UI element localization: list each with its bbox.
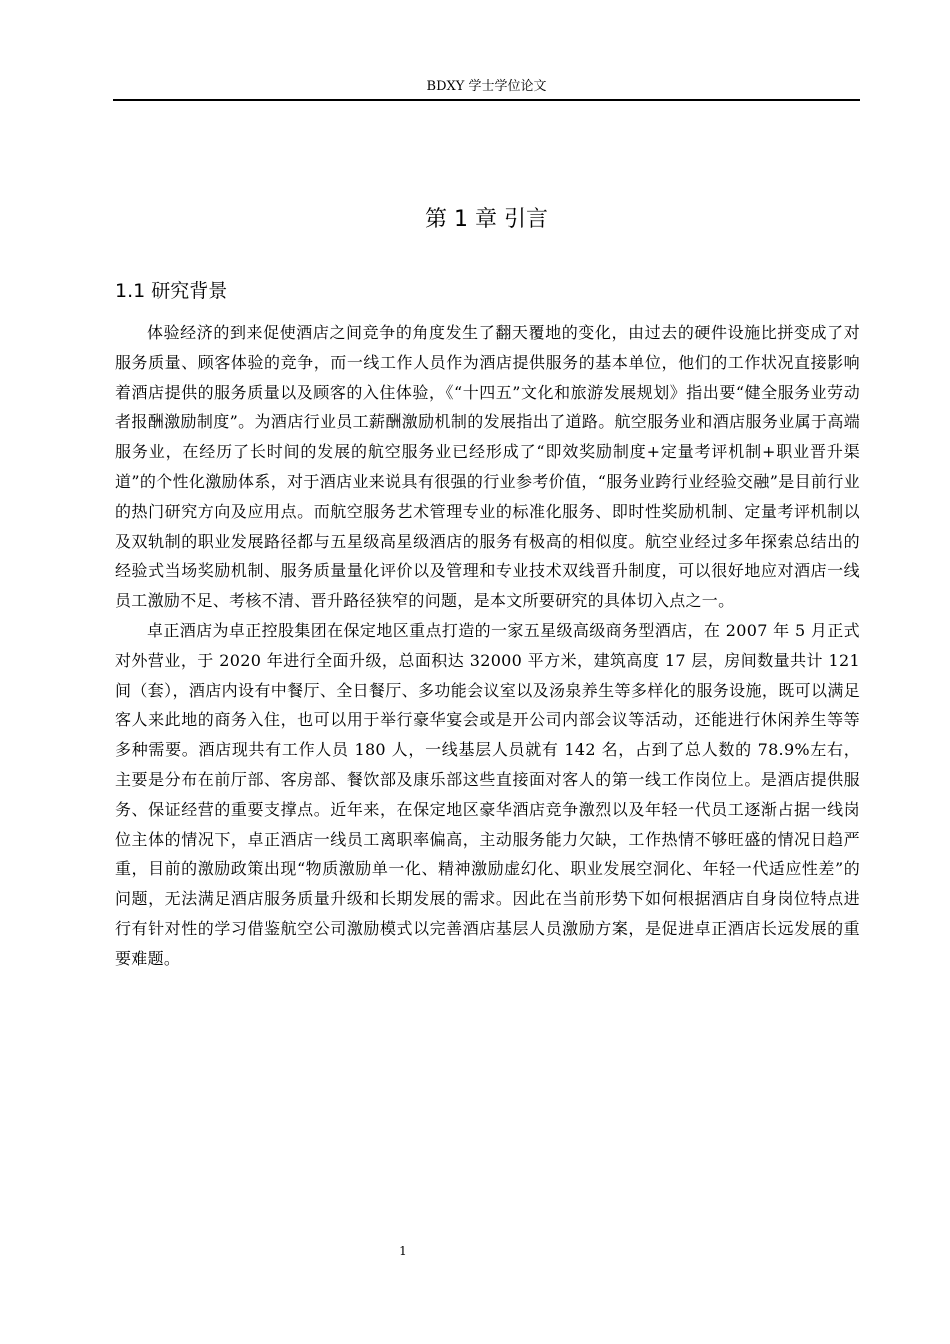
paragraph-1: 体验经济的到来促使酒店之间竞争的角度发生了翻天覆地的变化，由过去的硬件设施比拼变成了对服务质量、顾客体验的竞争，而一线工作人员作为酒店提供服务的基本单位，他们的工作状况直接影响着酒店提供的服务质量以及顾客的入住体验，《“十四五”文化和旅游发展规划》指出要“健全服务业劳动者报酬激励制度”。为酒店行业员工薪酬激励机制的发展指出了道路。航空服务业和酒店服务业属于高端服务业，在经历了长时间的发展的航空服务业已经形成了“即效奖励制度+定量考评机制+职业晋升渠道”的个性化激励体系，对于酒店业来说具有很强的行业参考价值，“服务业跨行业经验交融”是目前行业的热门研究方向及应用点。而航空服务艺术管理专业的标准化服务、即时性奖励机制、定量考评机制以及双轨制的职业发展路径都与五星级高星级酒店的服务有极高的相似度。航空业经过多年探索总结出的经验式当场奖励机制、服务质量量化评价以及管理和专业技术双线晋升制度，可以很好地应对酒店一线员工激励不足、考核不清、晋升路径狭窄的问题，是本文所要研究的具体切入点之一。 (115, 323, 860, 611)
paragraph-2: 卓正酒店为卓正控股集团在保定地区重点打造的一家五星级高级商务型酒店，在 2007 年 5 月正式对外营业，于 2020 年进行全面升级，总面积达 32000 平方米，建筑高度 17 层，房间数量共计 121 间（套），酒店内设有中餐厅、全日餐厅、多功能会议室以及汤泉养生等多样化的服务设施，既可以满足客人来此地的商务入住，也可以用于举行豪华宴会或是开公司内部会议等活动，还能进行休闲养生等等多种需要。酒店现共有工作人员 180 人，一线基层人员就有 142 名，占到了总人数的 78.9%左右，主要是分布在前厅部、客房部、餐饮部及康乐部这些直接面对客人的第一线工作岗位上。是酒店提供服务、保证经营的重要支撑点。近年来，在保定地区豪华酒店竞争激烈以及年轻一代员工逐渐占据一线岗位主体的情况下，卓正酒店一线员工离职率偏高，主动服务能力欠缺，工作热情不够旺盛的情况日趋严重，目前的激励政策出现“物质激励单一化、精神激励虚幻化、职业发展空洞化、年轻一代适应性差”的问题，无法满足酒店服务质量升级和长期发展的需求。因此在当前形势下如何根据酒店自身岗位特点进行有针对性的学习借鉴航空公司激励模式以完善酒店基层人员激励方案，是促进卓正酒店长远发展的重要难题。 (115, 620, 860, 968)
running-header: BDXY 学士学位论文 (426, 79, 547, 94)
page-number: 1 (399, 1244, 407, 1258)
header-rule (113, 99, 860, 101)
chapter-title: 第 1 章 引言 (425, 207, 548, 232)
body-text (115, 318, 860, 974)
section-heading: 1.1 研究背景 (115, 280, 228, 302)
